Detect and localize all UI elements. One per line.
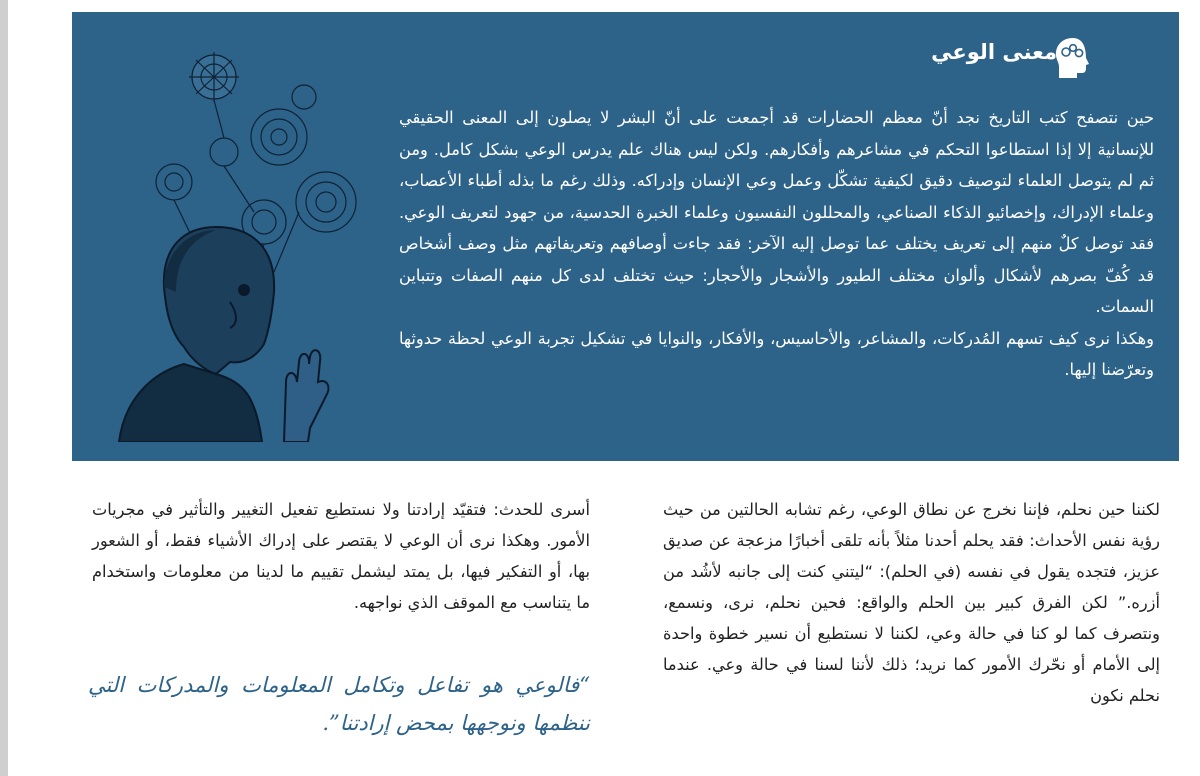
intro-banner xyxy=(72,12,1179,461)
pull-quote: “فالوعي هو تفاعل وتكامل المعلومات والمدركات التي ننظمها ونوجهها بمحض إرادتنا”. xyxy=(88,673,590,735)
renaissance-engraving-image xyxy=(104,52,364,442)
right-column xyxy=(663,494,1160,711)
left-column xyxy=(92,494,590,618)
section-title: معنى الوعي xyxy=(931,40,1057,64)
intro-paragraph-2: وهكذا نرى كيف تسهم المُدركات، والمشاعر، والأحاسيس، والأفكار، والنوايا في تشكيل تجربة الوعي لحظة حدوثها وتعرّضنا إليها. xyxy=(399,328,1154,379)
intro-text xyxy=(399,102,1154,386)
left-column-paragraph: أسرى للحدث: فتقيّد إرادتنا ولا نستطيع تفعيل التغيير والتأثير في مجريات الأمور. وهكذا نرى أن الوعي لا يقتصر على إدراك الأشياء فقط، أو الشعور بها، أو التفكير فيها، بل يمتد ليشمل تقييم ما لدينا من معلومات واستخدام ما يتناسب مع الموقف الذي نواجهه. xyxy=(92,500,590,612)
right-column-paragraph: لكننا حين نحلم، فإننا نخرج عن نطاق الوعي، رغم تشابه الحالتين من حيث رؤية نفس الأحداث: فقد يحلم أحدنا مثلاً بأنه تلقى أخبارًا مزعجة عن صديق عزيز، فتجده يقول في نفسه (في الحلم): “ليتني كنت إلى جانبه لأشُد من أزره.” لكن الفرق كبير بين الحلم والواقع: فحين نحلم، نرى، ونسمع، ونتصرف كما لو كنا في حالة وعي، لكننا لا نستطيع أن نسير خطوة واحدة إلى الأمام أو نحّرك الأمور كما نريد؛ ذلك لأننا لسنا في حالة وعي. عندما نحلم نكون xyxy=(663,500,1160,705)
intro-paragraph-1: حين نتصفح كتب التاريخ نجد أنّ معظم الحضارات قد أجمعت على أنّ البشر لا يصلون إلى المعنى الحقيقي للإنسانية إلا إذا استطاعوا التحكم في مشاعرهم وأفكارهم. ولكن ليس هناك علم يدرس الوعي بشكل كامل. ومن ثم لم يتوصل العلماء لتوصيف دقيق لكيفية تشكّل وعمل وعي الإنسان وإدراكه. وذلك رغم ما بذله أطباء الأعصاب، وعلماء الإدراك، وإخصائيو الذكاء الصناعي، والمحللون النفسيون وعلماء الخبرة الحدسية، من جهود لتعريف الوعي. فقد توصل كلٌ منهم إلى تعريف يختلف عما توصل إليه الآخر: فقد جاءت أوصافهم وتعريفاتهم مثل وصف أشخاص قد كُفّ بصرهم لأشكال وألوان مختلف الطيور والأشجار والأحجار: حيث تختلف لدى كل منهم الصفات وتتباين السمات. xyxy=(399,108,1154,316)
page-gutter xyxy=(0,0,8,776)
